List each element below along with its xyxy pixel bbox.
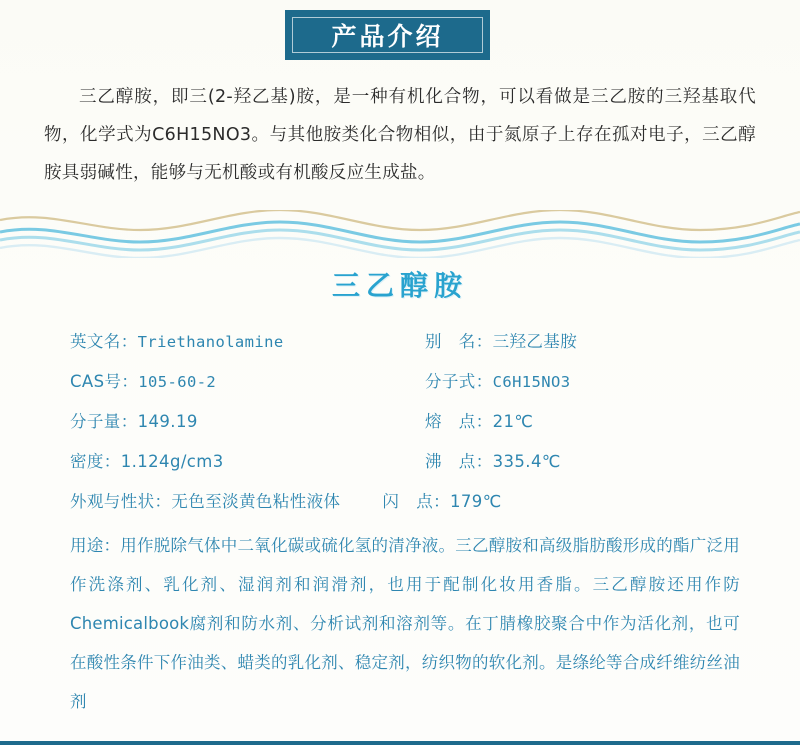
spec-value: 1.124g/cm3 (120, 452, 224, 471)
spec-cell-right (405, 322, 760, 362)
bottom-rule (0, 741, 800, 745)
spec-cell-left (70, 362, 405, 402)
table-row (70, 362, 740, 402)
spec-key: 外观与性状： (70, 492, 172, 511)
spec-cell-right (340, 482, 501, 522)
spec-cell-left (70, 322, 405, 362)
wave-divider (0, 210, 800, 258)
spec-cell-left (70, 442, 405, 482)
section-title: 产品介绍 (331, 22, 444, 51)
spec-value: 335.4℃ (492, 452, 561, 471)
spec-value: 149.19 (137, 412, 198, 431)
spec-key: 分子量： (70, 412, 138, 431)
spec-key: 分子式： (425, 372, 493, 391)
spec-value: 三羟乙基胺 (492, 332, 578, 351)
section-banner-frame (292, 17, 483, 53)
table-row (70, 442, 740, 482)
spec-value: 179℃ (450, 492, 502, 511)
spec-key: 闪 点： (382, 492, 451, 511)
spec-key: 沸 点： (425, 452, 493, 471)
section-banner (285, 10, 490, 60)
spec-key: 密度： (70, 452, 121, 471)
header-banner-area (0, 0, 800, 72)
spec-key: 英文名： (70, 332, 138, 351)
table-row (70, 322, 740, 362)
usage-paragraph (70, 526, 740, 721)
spec-value: Triethanolamine (137, 333, 284, 351)
spec-value: 21℃ (492, 412, 534, 431)
wave-divider-graphic (0, 210, 800, 258)
intro-paragraph: 三乙醇胺，即三(2-羟乙基)胺，是一种有机化合物，可以看做是三乙胺的三羟基取代物，化学式为C6H15NO3。与其他胺类化合物相似，由于氮原子上存在孤对电子，三乙醇胺具弱碱性，能够与无机酸或有机酸反应生成盐。 (44, 87, 756, 183)
spec-value: C6H15NO3 (492, 373, 571, 391)
spec-key: 别 名： (425, 332, 493, 351)
spec-table (70, 322, 740, 522)
usage-label: 用途： (70, 536, 121, 555)
spec-value: 无色至淡黄色粘性液体 (171, 492, 341, 511)
usage-text: 用作脱除气体中二氧化碳或硫化氢的清净液。三乙醇胺和高级脂肪酸形成的酯广泛用作洗涤剂、乳化剂、湿润剂和润滑剂，也用于配制化妆用香脂。三乙醇胺还用作防Chemicalbook腐剂和防水剂、分析试剂和溶剂等。在丁腈橡胶聚合中作为活化剂，也可在酸性条件下作油类、蜡类的乳化剂、稳定剂，纺织物的软化剂。是绦纶等合成纤维纺丝油剂 (70, 536, 740, 711)
table-row (70, 482, 740, 522)
spec-value: 105-60-2 (138, 373, 217, 391)
spec-cell-right (405, 402, 760, 442)
product-name: 三乙醇胺 (331, 269, 468, 302)
spec-key: CAS号： (70, 372, 139, 391)
spec-cell-left (70, 482, 340, 522)
spec-key: 熔 点： (425, 412, 493, 431)
spec-cell-right (405, 442, 760, 482)
spec-cell-right (405, 362, 760, 402)
table-row (70, 402, 740, 442)
spec-cell-left (70, 402, 405, 442)
